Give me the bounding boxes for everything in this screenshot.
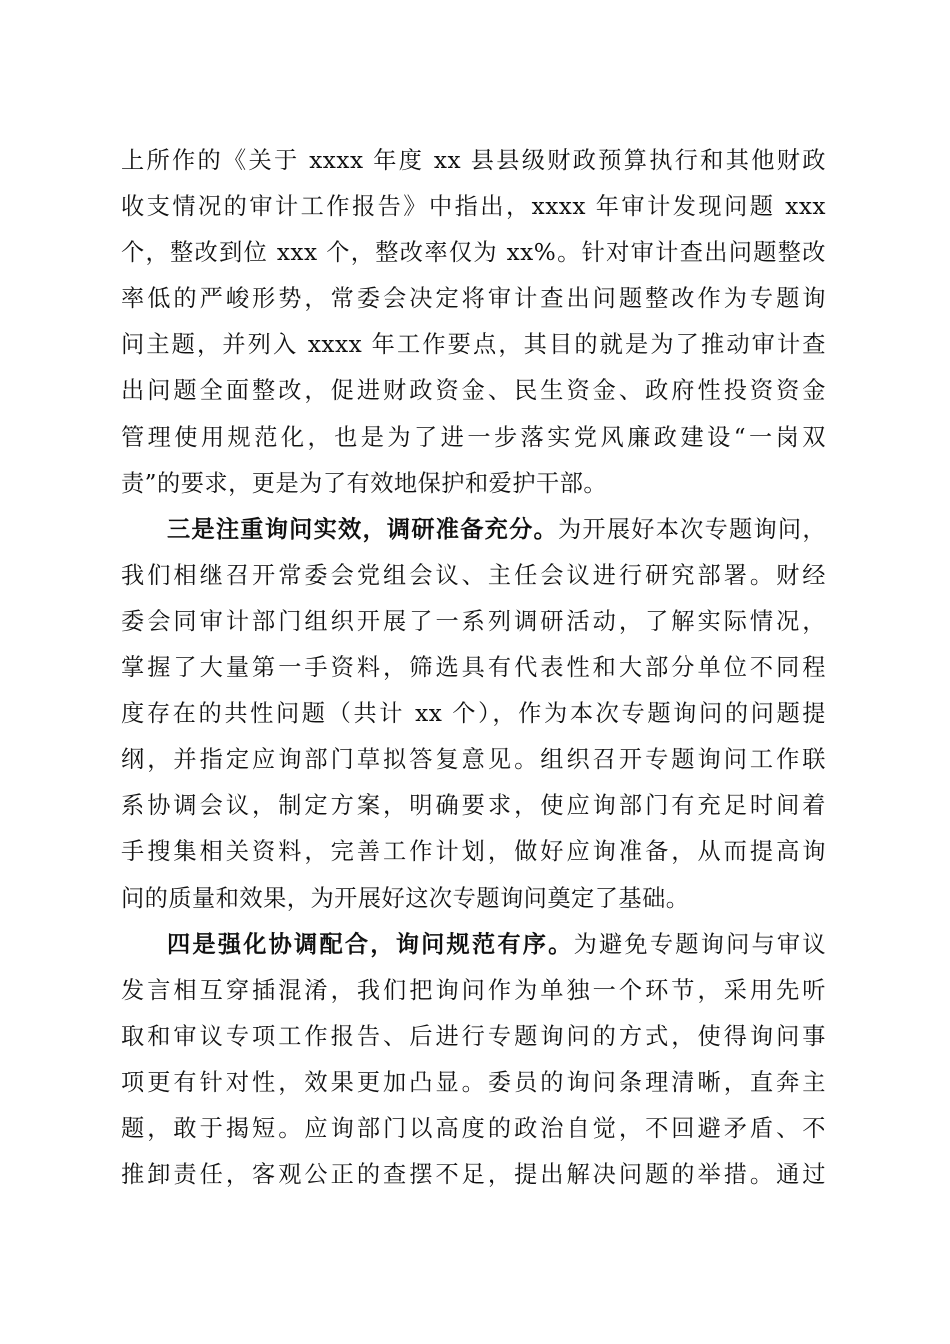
- text-line: 责”的要求，更是为了有效地保护和爱护干部。: [121, 469, 608, 497]
- paragraph-lead-heading: 四是强化协调配合，询问规范有序。: [167, 930, 574, 958]
- text-line: 系协调会议，制定方案，明确要求，使应询部门有充足时间着: [121, 792, 826, 820]
- text-line: 率低的严峻形势，常委会决定将审计查出问题整改作为专题询: [121, 285, 826, 313]
- text-line: 推卸责任，客观公正的查摆不足，提出解决问题的举措。通过: [121, 1161, 826, 1189]
- text-line: 问主题，并列入 xxxx 年工作要点，其目的就是为了推动审计查: [121, 331, 826, 359]
- paragraph-lead-rest: 为避免专题询问与审议: [573, 930, 827, 958]
- text-line-first: [121, 507, 826, 553]
- text-line-first: [121, 922, 826, 968]
- text-line: 手搜集相关资料，完善工作计划，做好应询准备，从而提高询: [121, 838, 826, 866]
- paragraph-lead-heading: 三是注重询问实效，调研准备充分。: [167, 515, 558, 543]
- paragraph-audit-report: [121, 138, 826, 507]
- paragraph-lead-rest: 为开展好本次专题询问，: [557, 515, 827, 543]
- text-line: 收支情况的审计工作报告》中指出，xxxx 年审计发现问题 xxx: [121, 193, 826, 221]
- text-line: 出问题全面整改，促进财政资金、民生资金、政府性投资资金: [121, 377, 826, 405]
- text-line: 度存在的共性问题（共计 xx 个），作为本次专题询问的问题提: [121, 700, 826, 728]
- text-line: 纲，并指定应询部门草拟答复意见。组织召开专题询问工作联: [121, 746, 826, 774]
- text-line: 项更有针对性，效果更加凸显。委员的询问条理清晰，直奔主: [121, 1068, 826, 1096]
- text-line: 掌握了大量第一手资料，筛选具有代表性和大部分单位不同程: [121, 654, 826, 682]
- text-line: 题，敢于揭短。应询部门以高度的政治自觉，不回避矛盾、不: [121, 1114, 826, 1142]
- text-line: 我们相继召开常委会党组会议、主任会议进行研究部署。财经: [121, 561, 826, 589]
- text-line: 取和审议专项工作报告、后进行专题询问的方式，使得询问事: [121, 1022, 826, 1050]
- paragraph-point-four: [121, 922, 826, 1199]
- text-line: 上所作的《关于 xxxx 年度 xx 县县级财政预算执行和其他财政: [121, 147, 826, 174]
- text-line: 管理使用规范化，也是为了进一步落实党风廉政建设“一岗双: [121, 423, 826, 451]
- document-body: [121, 138, 826, 1198]
- text-line: 委会同审计部门组织开展了一系列调研活动，了解实际情况，: [121, 607, 826, 635]
- paragraph-point-three: [121, 507, 826, 922]
- text-line: 个，整改到位 xxx 个，整改率仅为 xx%。针对审计查出问题整改: [121, 239, 826, 267]
- text-line: 问的质量和效果，为开展好这次专题询问奠定了基础。: [121, 884, 690, 912]
- text-line: 发言相互穿插混淆，我们把询问作为单独一个环节，采用先听: [121, 976, 826, 1004]
